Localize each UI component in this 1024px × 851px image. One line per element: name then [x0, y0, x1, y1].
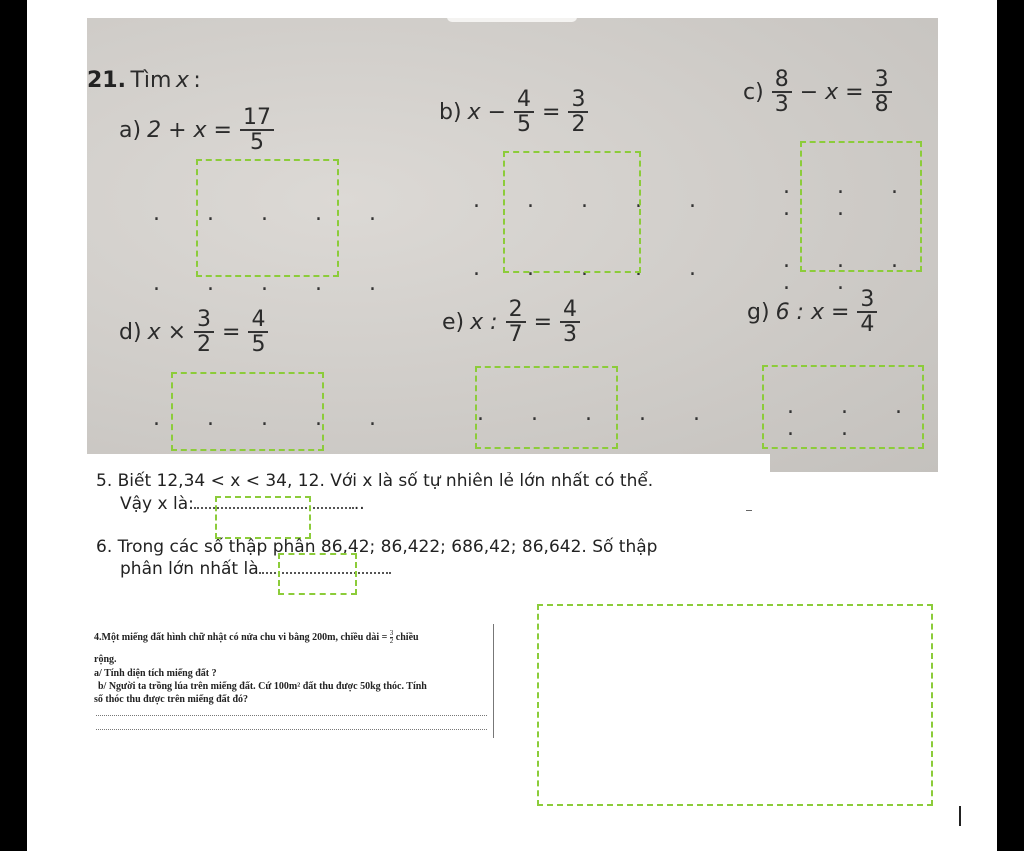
problem-d-fraction-1 — [194, 308, 214, 356]
question-4-line-3-text: a/ Tính diện tích miếng đất ? — [94, 668, 217, 679]
problem-d — [119, 308, 270, 356]
answer-dots-b-2: . . . . . — [473, 256, 716, 281]
question-4-line-4-text: b/ Người ta trồng lúa trên miếng đất. Cứ 100m² đất thu được 50kg thóc. Tính — [98, 681, 427, 692]
exercise-heading — [87, 68, 201, 93]
exercise-title: Tìm — [130, 68, 172, 93]
question-4-fraction — [390, 630, 394, 645]
question-5-tail: .. — [353, 494, 365, 514]
question-6-line-1: 6. Trong các số thập phân 86,42; 86,422; 686,42; 86,642. Số thập — [96, 537, 658, 557]
problem-b-fraction-2 — [568, 88, 588, 136]
problem-g-label: g) — [747, 299, 770, 325]
question-4-line-1a: 4.Một miếng đất hình chữ nhật có nửa chu vi bằng 200m, chiều dài = — [94, 631, 388, 643]
fraction-denominator: 5 — [249, 130, 264, 156]
answer-dots-b-1: . . . . . — [473, 188, 716, 213]
problem-e-label: e) — [442, 309, 465, 335]
problem-g-left: 6 : x = — [775, 299, 850, 325]
problem-g-fraction — [857, 288, 877, 336]
question-4-border — [493, 624, 494, 738]
fraction-denominator: 7 — [508, 322, 523, 348]
problem-b-left: x − — [467, 99, 507, 125]
answer-dots-e: . . . . . — [477, 401, 720, 426]
answer-box-q6[interactable] — [278, 553, 357, 595]
answer-box-b[interactable] — [503, 151, 641, 273]
question-4-line-2-text: rộng. — [94, 654, 117, 665]
photo-top-tab — [447, 18, 577, 22]
problem-b-label: b) — [439, 99, 462, 125]
problem-b-equals: = — [542, 99, 561, 125]
fraction-numerator: 17 — [240, 106, 274, 131]
fraction-numerator: 3 — [389, 629, 394, 637]
problem-c-middle: − x = — [799, 79, 864, 105]
fraction-numerator: 4 — [248, 308, 268, 333]
question-4-line-1 — [94, 630, 419, 645]
problem-d-label: d) — [119, 319, 142, 345]
problem-b-fraction-1 — [514, 88, 534, 136]
answer-box-g[interactable] — [762, 365, 924, 449]
answer-box-q4[interactable] — [537, 604, 933, 806]
question-6-prompt: phân lớn nhất là — [120, 559, 259, 579]
question-4-line-4 — [98, 681, 427, 693]
problem-c-fraction-1 — [772, 68, 792, 116]
question-5-prompt: Vậy x là: — [120, 494, 194, 514]
answer-dots-d: . . . . . — [153, 406, 396, 431]
problem-a — [119, 106, 276, 154]
problem-b — [439, 88, 590, 136]
fraction-denominator: 2 — [571, 112, 586, 138]
problem-e — [442, 298, 582, 346]
question-5-line-1: 5. Biết 12,34 < x < 34, 12. Với x là số tự nhiên lẻ lớn nhất có thể. — [96, 471, 654, 491]
question-4-line-5-text: số thóc thu được trên miếng đất đó? — [94, 694, 249, 705]
fraction-numerator: 3 — [568, 88, 588, 113]
fraction-numerator: 4 — [560, 298, 580, 323]
fraction-denominator: 5 — [251, 332, 266, 358]
problem-a-label: a) — [119, 117, 142, 143]
exercise-variable: x — [175, 68, 189, 93]
problem-e-fraction-2 — [560, 298, 580, 346]
fraction-denominator: 2 — [389, 637, 394, 645]
problem-d-fraction-2 — [248, 308, 268, 356]
fraction-numerator: 4 — [514, 88, 534, 113]
answer-box-a[interactable] — [196, 159, 339, 277]
answer-dots-a-1: . . . . . — [153, 201, 396, 226]
fraction-denominator: 3 — [563, 322, 577, 348]
problem-d-left: x × — [147, 319, 187, 345]
answer-box-e[interactable] — [475, 366, 618, 449]
problem-e-left: x : — [470, 309, 498, 335]
question-4-line-3 — [94, 668, 217, 680]
fraction-numerator: 3 — [857, 288, 877, 313]
fraction-denominator: 8 — [874, 92, 889, 118]
answer-dots-a-2: . . . . . — [153, 271, 396, 296]
fraction-numerator: 3 — [872, 68, 892, 93]
fraction-denominator: 2 — [197, 332, 212, 358]
answer-box-c[interactable] — [800, 141, 922, 272]
stray-mark — [746, 510, 752, 511]
fraction-numerator: 2 — [506, 298, 526, 323]
problem-a-fraction — [240, 106, 274, 154]
problem-g — [747, 288, 879, 336]
fraction-numerator: 8 — [772, 68, 792, 93]
answer-dots-c-1: . . . . . — [783, 174, 918, 221]
problem-c-label: c) — [743, 79, 764, 105]
problem-c-fraction-2 — [872, 68, 892, 116]
question-4-answer-line-2[interactable] — [96, 729, 487, 730]
exercise-number: 21. — [87, 68, 126, 93]
answer-box-d[interactable] — [171, 372, 324, 451]
text-cursor — [959, 806, 961, 826]
exercise-colon: : — [193, 68, 201, 93]
answer-box-q5[interactable] — [215, 496, 311, 539]
question-4-line-5 — [94, 694, 248, 706]
problem-e-equals: = — [533, 309, 552, 335]
problem-d-equals: = — [222, 319, 241, 345]
answer-dots-c-2: . . . . . — [783, 248, 918, 295]
fraction-denominator: 5 — [517, 112, 532, 138]
problem-a-left: 2 + x = — [147, 117, 232, 143]
problem-e-fraction-1 — [506, 298, 526, 346]
answer-dots-g: . . . . . — [787, 394, 922, 441]
problem-c — [743, 68, 894, 116]
fraction-denominator: 4 — [860, 312, 875, 338]
question-4-line-2 — [94, 654, 117, 666]
question-4-answer-line-1[interactable] — [96, 715, 487, 716]
fraction-numerator: 3 — [194, 308, 214, 333]
question-4-line-1b: chiều — [395, 631, 419, 643]
fraction-denominator: 3 — [774, 92, 789, 118]
